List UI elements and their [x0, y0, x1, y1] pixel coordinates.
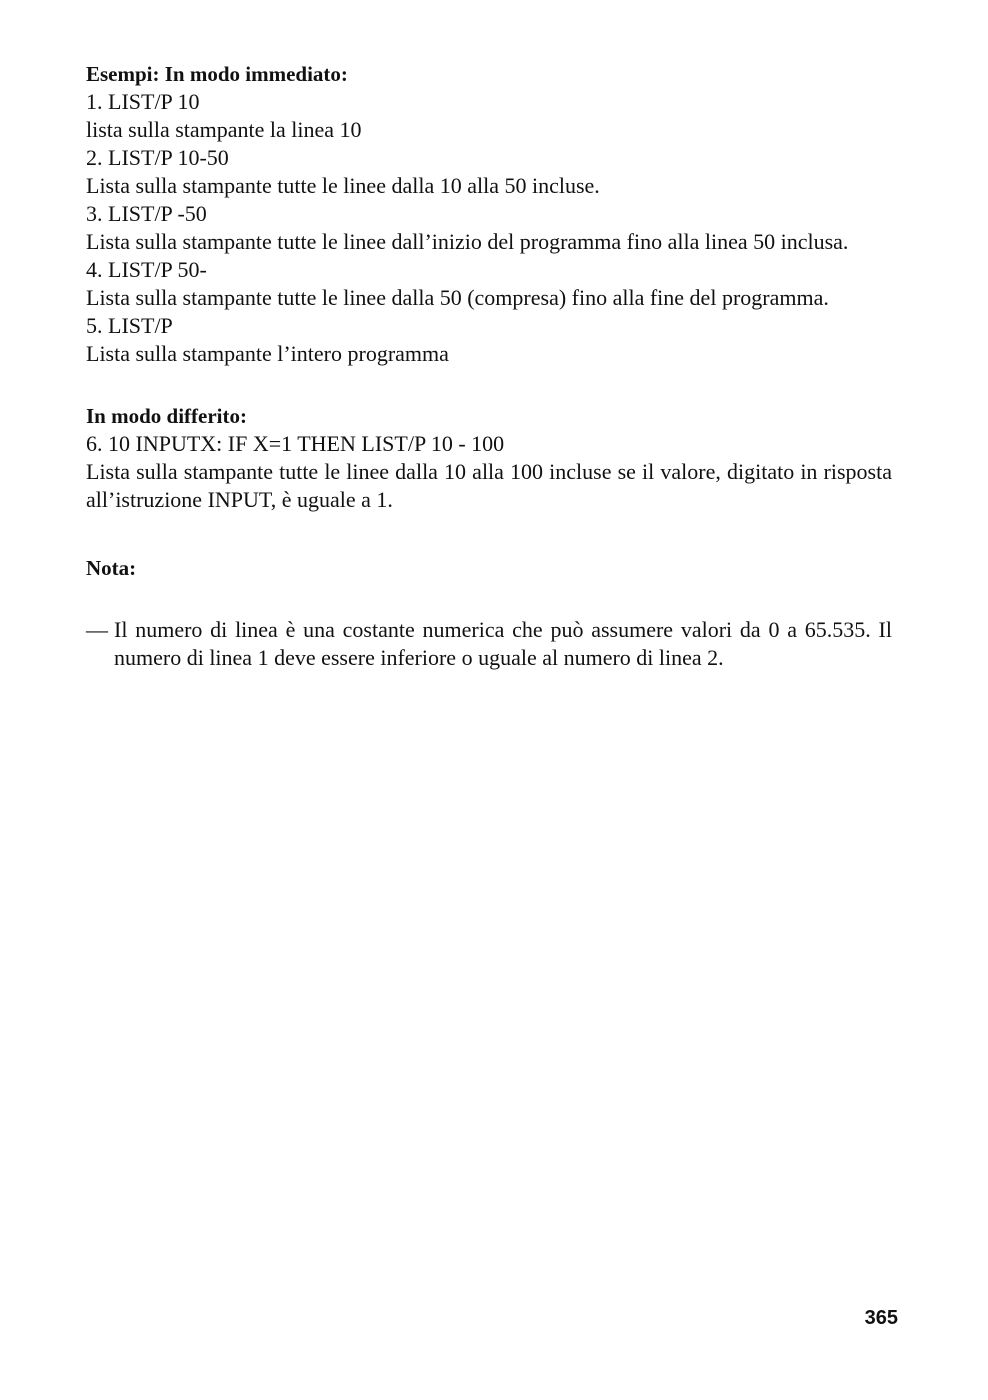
page-number: 365: [864, 1307, 898, 1329]
example-1-description: lista sulla stampante la linea 10: [86, 117, 362, 142]
note-text: Il numero di linea è una costante numerica che può assumere valori da 0 a 65.535. Il numero di linea 1 deve essere inferiore o uguale al numero di linea 2.: [114, 617, 892, 670]
note-list-item: [86, 616, 892, 672]
example-5-command: 5. LIST/P: [86, 313, 173, 338]
example-1-command: 1. LIST/P 10: [86, 89, 200, 114]
dash-bullet: —: [86, 617, 108, 642]
examples-heading: Esempi: In modo immediato:: [86, 62, 348, 86]
example-4-command: 4. LIST/P 50-: [86, 257, 207, 282]
example-4-description: Lista sulla stampante tutte le linee dalla 50 (compresa) fino alla fine del programma.: [86, 285, 829, 310]
example-3-command: 3. LIST/P -50: [86, 201, 207, 226]
note-heading: Nota:: [86, 556, 137, 580]
example-3-description: Lista sulla stampante tutte le linee dall’inizio del programma fino alla linea 50 inclusa.: [86, 229, 849, 254]
example-5-description: Lista sulla stampante l’intero programma: [86, 341, 449, 366]
deferred-command: 6. 10 INPUTX: IF X=1 THEN LIST/P 10 - 100: [86, 431, 505, 456]
example-2-description: Lista sulla stampante tutte le linee dalla 10 alla 50 incluse.: [86, 173, 600, 198]
page-content: [86, 60, 892, 672]
example-2-command: 2. LIST/P 10-50: [86, 145, 229, 170]
deferred-description: Lista sulla stampante tutte le linee dalla 10 alla 100 incluse se il valore, digitato in risposta all’istruzione INPUT, è uguale a 1.: [86, 459, 892, 512]
deferred-heading: In modo differito:: [86, 404, 247, 428]
